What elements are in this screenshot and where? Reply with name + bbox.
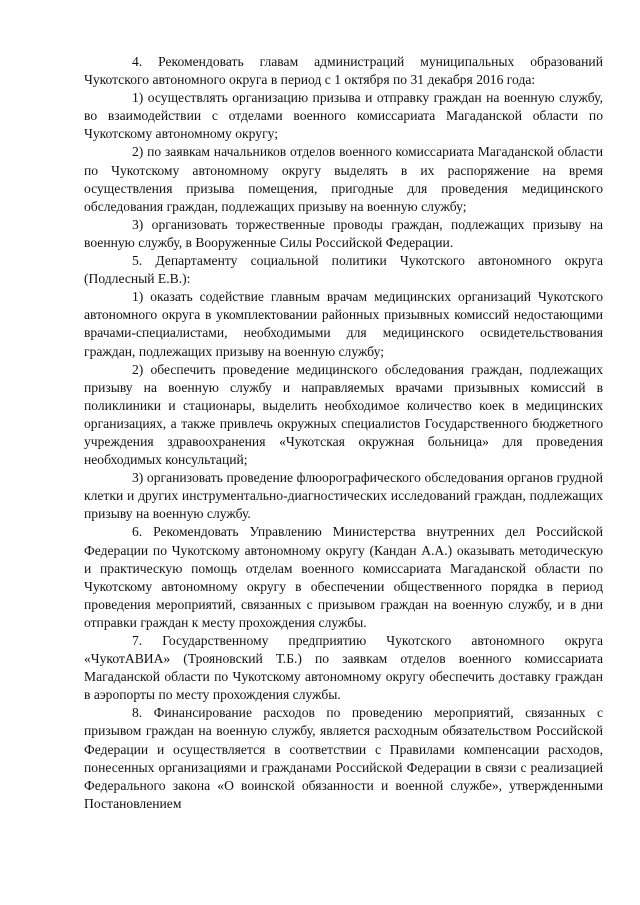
paragraph-item-4: 4. Рекомендовать главам администраций муниципальных образований Чукотского автономного округа в период с 1 октября по 31 декабря 2016 года: — [84, 54, 603, 88]
paragraph-item-5-2: 2) обеспечить проведение медицинского обследования граждан, подлежащих призыву на военную службу и направляемых врачами призывных комиссий в поликлиники и стационары, выделить необходимое количество коек в медицинских организациях, а также привлечь окружных специалистов Государственного бюджетного учреждения здравоохранения «Чукотская окружная больница» для проведения необходимых консультаций; — [84, 361, 603, 468]
document-page — [84, 53, 603, 813]
paragraph-item-4-2: 2) по заявкам начальников отделов военного комиссариата Магаданской области по Чукотскому автономному округу выделять в их распоряжение на время осуществления призыва помещения, пригодные для проведения медицинского обследования граждан, подлежащих призыву на военную службу; — [84, 144, 603, 214]
paragraph-item-7: 7. Государственному предприятию Чукотского автономного округа «ЧукотАВИА» (Трояновский Т.Б.) по заявкам отделов военного комиссариата Магаданской области по Чукотскому автономному округу обеспечить доставку граждан в аэропорты по месту прохождения службы. — [84, 633, 603, 703]
paragraph-item-5-1: 1) оказать содействие главным врачам медицинских организаций Чукотского автономного округа в укомплектовании районных призывных комиссий недостающими врачами-специалистами, необходимыми для медицинского освидетельствования граждан, подлежащих призыву на военную службу; — [84, 289, 603, 359]
paragraph-item-8: 8. Финансирование расходов по проведению мероприятий, связанных с призывом граждан на военную службу, является расходным обязательством Российской Федерации и осуществляется в соответствии с Правилами компенсации расходов, понесенных организациями и гражданами Российской Федерации в связи с реализацией Федерального закона «О воинской обязанности и военной службе», утвержденными Постановлением — [84, 705, 603, 811]
paragraph-item-5: 5. Департаменту социальной политики Чукотского автономного округа (Подлесный Е.В.): — [84, 253, 603, 287]
paragraph-item-4-3: 3) организовать торжественные проводы граждан, подлежащих призыву на военную службу, в Вооруженные Силы Российской Федерации. — [84, 216, 603, 250]
paragraph-item-4-1: 1) осуществлять организацию призыва и отправку граждан на военную службу, во взаимодействии с отделами военного комиссариата Магаданской области по Чукотскому автономному округу; — [84, 90, 603, 142]
paragraph-item-6: 6. Рекомендовать Управлению Министерства внутренних дел Российской Федерации по Чукотскому автономному округу (Кандан А.А.) оказывать методическую и практическую помощь отделам военного комиссариата Магаданской области по Чукотскому автономному округу в обеспечении общественного порядка в период проведения мероприятий, связанных с призывом граждан на военную службу, и в дни отправки граждан к месту прохождения службы. — [84, 524, 603, 630]
paragraph-item-5-3: 3) организовать проведение флюорографического обследования органов грудной клетки и других инструментально-диагностических исследований граждан, подлежащих призыву на военную службу. — [84, 470, 603, 522]
